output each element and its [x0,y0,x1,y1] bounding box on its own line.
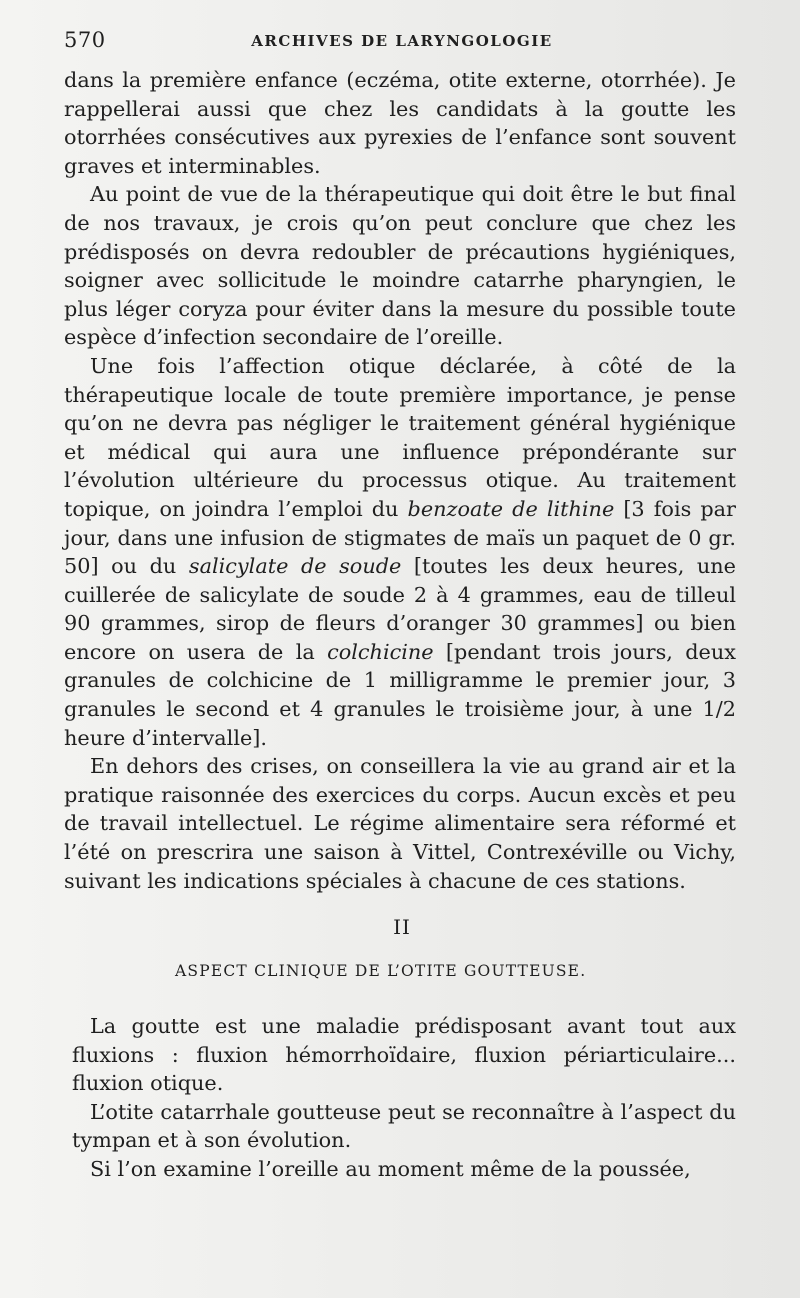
section-number: II [393,915,411,939]
section-title: ASPECT CLINIQUE DE L’OTITE GOUTTEUSE. [175,962,587,980]
paragraph-3 [64,352,736,752]
body-text-top [64,66,736,895]
paragraph-3-seg2: [3 fois par jour, dans une infusion de stigmates de maïs un paquet de 0 gr. 50] ou du [64,496,736,579]
paragraph-3-seg4: [pendant trois jours, deux granules de colchicine de 1 milligramme le premier jour, 3 granules le second et 4 granules le troisième jour, à une 1/2 heure d’intervalle]. [64,639,736,750]
paragraph-6: L’otite catarrhale goutteuse peut se reconnaître à l’aspect du tympan et à son évolution. [72,1099,736,1153]
paragraph-5: La goutte est une maladie prédisposant avant tout aux fluxions : fluxion hémorrhoïdaire, fluxion périarticulaire... fluxion otique. [72,1014,736,1096]
page-header [62,28,742,58]
body-text-bottom [72,1012,736,1184]
paragraph-1: dans la première enfance (eczéma, otite externe, otorrhée). Je rappellerai aussi que chez les candidats à la goutte les otorrhées consécutives aux pyrexies de l’enfance sont souvent graves et interminables. [64,68,736,178]
paragraph-3-italic-3: colchicine [327,639,434,664]
running-head: ARCHIVES DE LARYNGOLOGIE [251,32,553,50]
paragraph-7: Si l’on examine l’oreille au moment même de la poussée, [90,1156,691,1181]
paragraph-4: En dehors des crises, on conseillera la vie au grand air et la pratique raisonnée des exercices du corps. Aucun excès et peu de travail intellectuel. Le régime alimentaire sera réformé et l’été on prescrira une saison à Vittel, Contrexéville ou Vichy, suivant les indications spéciales à chacune de ces stations. [64,754,736,893]
paragraph-2: Au point de vue de la thérapeutique qui doit être le but final de nos travaux, je crois qu’on peut conclure que chez les prédisposés on devra redoubler de précautions hygiéniques, soigner avec sollicitude le moindre catarrhe pharyngien, le plus léger coryza pour éviter dans la mesure du possible toute espèce d’infection secondaire de l’oreille. [64,182,736,350]
paragraph-3-italic-1: benzoate de lithine [407,496,615,521]
paragraph-3-italic-2: salicylate de soude [188,554,402,579]
page-number: 570 [64,28,106,52]
paragraph-3-seg1: Une fois l’affection otique déclarée, à côté de la thérapeutique locale de toute première importance, je pense qu’on ne devra pas négliger le traitement général hygiénique et médical qui aura une influence prépondérante sur l’évolution ultérieure du processus otique. Au traitement topique, on joindra l’emploi du [64,353,736,521]
paragraph-3-seg3: [toutes les deux heures, une cuillerée de salicylate de soude 2 à 4 grammes, eau de tilleul 90 grammes, sirop de fleurs d’oranger 30 grammes] ou bien encore on usera de la [64,554,736,664]
